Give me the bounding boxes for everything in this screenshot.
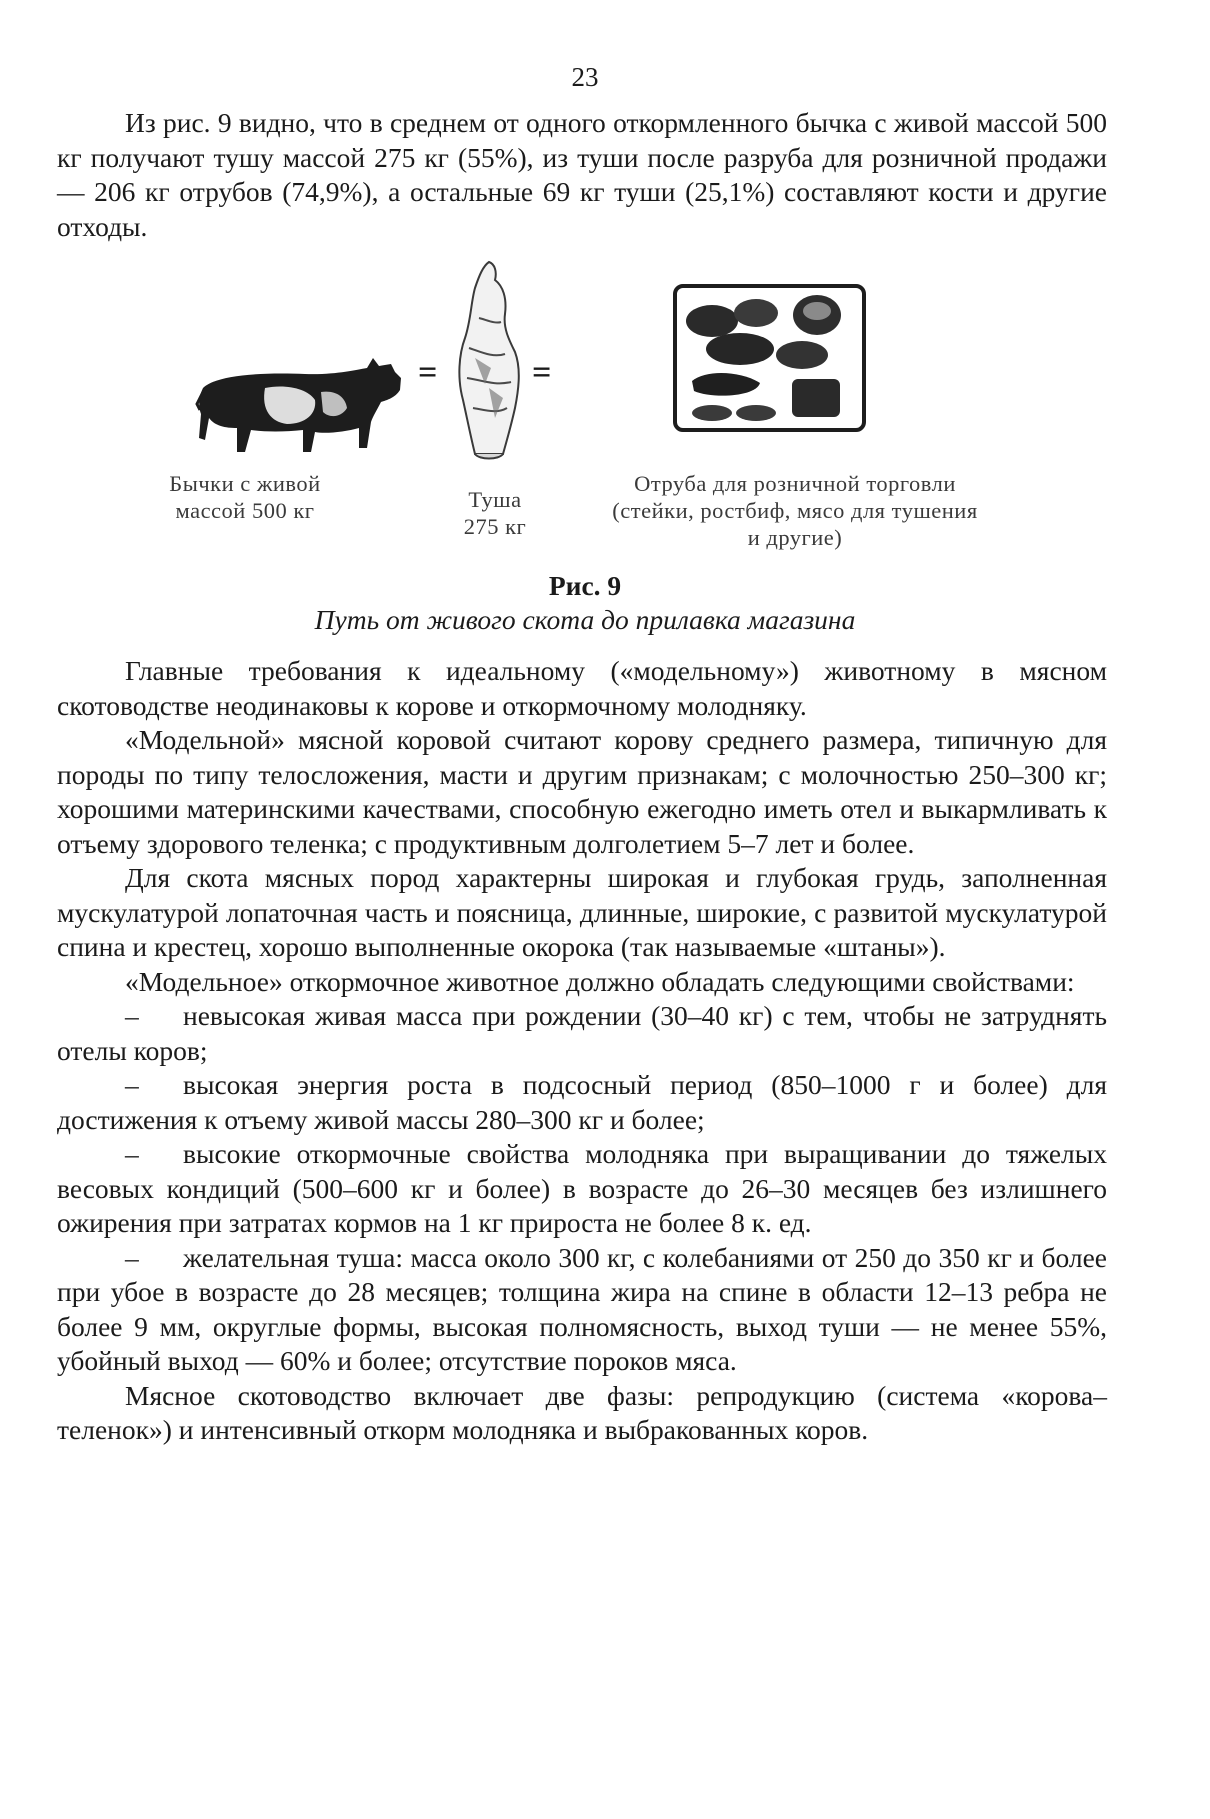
body-block: [57, 654, 1107, 1448]
caption-cuts: [580, 470, 1010, 551]
caption-cuts-line-2: (стейки, ростбиф, мясо для тушения: [612, 498, 978, 523]
equals-sign-2: =: [532, 354, 552, 391]
paragraph: «Модельной» мясной коровой считают корову среднего размера, типичную для породы по типу телосложения, масти и другим признакам; с молочностью 250–300 кг; хорошими материнскими качествами, способную ежегодно иметь отел и выкармливать к отъему здорового теленка; с продуктивным долголетием 5–7 лет и более.: [57, 724, 1107, 859]
list-item: [57, 999, 1107, 1068]
meat-cuts-image: [672, 283, 867, 433]
list-item: [57, 1137, 1107, 1241]
list-dash: –: [125, 1241, 139, 1273]
page-number: 23: [571, 62, 599, 92]
list-dash: –: [125, 1069, 139, 1100]
final-paragraph: Мясное скотоводство включает две фазы: репродукцию (система «корова–теленок») и интенсивный откорм молодняка и выбракованных коров.: [57, 1379, 1107, 1445]
bull-image: [195, 348, 410, 463]
list-item-text: высокие откормочные свойства молодняка при выращивании до тяжелых весовых кондиций (500–600 кг и более) в возрасте до 26–30 месяцев без излишнего ожирения при затратах кормов на 1 кг прироста не более 8 к. ед.: [57, 1138, 1107, 1238]
list-item: [57, 1241, 1107, 1379]
caption-carcass-line-2: 275 кг: [463, 514, 527, 539]
caption-cuts-line-1: Отруба для розничной торговли: [634, 471, 956, 496]
caption-carcass-line-1: Туша: [468, 487, 522, 512]
caption-cuts-line-3: и другие): [747, 525, 843, 550]
list-item-text: желательная туша: масса около 300 кг, с колебаниями от 250 до 350 кг и более при убое в возрасте до 28 месяцев; толщина жира на спине в области 12–13 ребра не более 9 мм, округлые формы, высокая полномясность, выход туши — не менее 55%, убойный выход — 60% и более; отсутствие пороков мяса.: [57, 1241, 1107, 1376]
equals-sign-1: =: [418, 354, 438, 391]
caption-carcass: [430, 486, 560, 540]
list-item: [57, 1068, 1107, 1137]
figure-subtitle: Путь от живого скота до прилавка магазина: [314, 604, 856, 635]
list-dash: –: [125, 1000, 139, 1031]
paragraph: Для скота мясных пород характерны широкая и глубокая грудь, заполненная мускулатурой лопаточная часть и поясница, длинные, широкие, с развитой мускулатурой спина и крестец, хорошо выполненные окорока (так называемые «штаны»).: [57, 862, 1107, 962]
figure-9: [0, 258, 1210, 638]
list-item-text: невысокая живая масса при рождении (30–40 кг) с тем, чтобы не затруднять отелы коров;: [57, 1000, 1107, 1066]
carcass-image: [445, 258, 535, 468]
list-item-text: высокая энергия роста в подсосный период (850–1000 г и более) для достижения к отъему живой массы 280–300 кг и более;: [57, 1069, 1107, 1135]
paragraph: «Модельное» откормочное животное должно обладать следующими свойствами:: [125, 965, 1075, 997]
caption-bulls-line-1: Бычки с живой: [169, 471, 321, 496]
intro-paragraph: Из рис. 9 видно, что в среднем от одного откормленного бычка с живой массой 500 кг получают тушу массой 275 кг (55%), из туши после разруба для розничной продажи — 206 кг отрубов (74,9%), а остальные 69 кг туши (25,1%) составляют кости и другие отходы.: [57, 107, 1107, 242]
paragraph: Главные требования к идеальному («модельному») животному в мясном скотоводстве неодинаковы к корове и откормочному молодняку.: [57, 655, 1107, 721]
intro-block: [57, 106, 1107, 244]
caption-bulls-line-2: массой 500 кг: [175, 498, 315, 523]
figure-title: Рис. 9: [548, 570, 622, 601]
caption-bulls: [140, 470, 350, 524]
list-dash: –: [125, 1138, 139, 1169]
